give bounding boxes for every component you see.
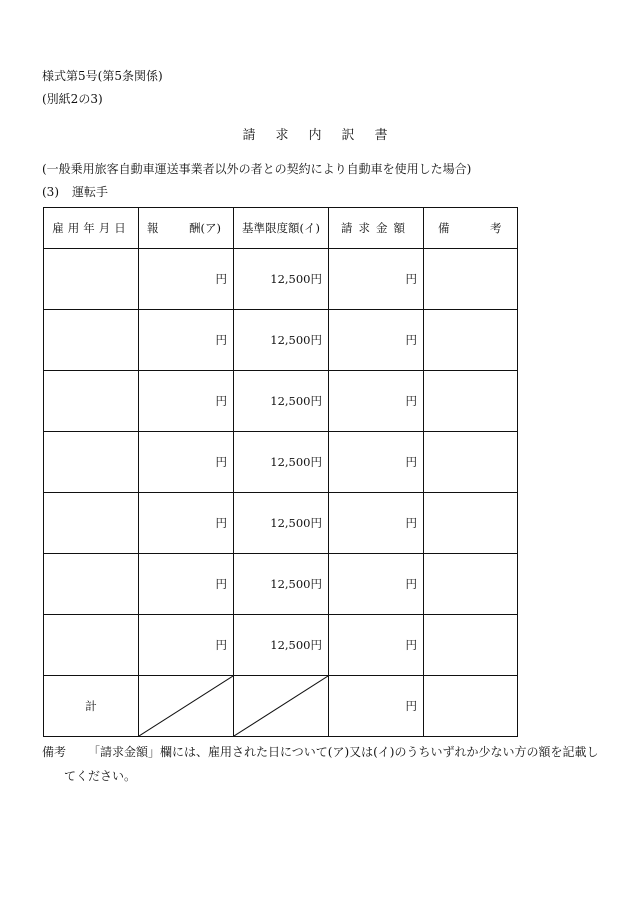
table-row — [44, 371, 518, 432]
cell-amount[interactable]: 円 — [329, 249, 424, 310]
cell-date[interactable] — [44, 310, 139, 371]
header-pay-label: 報 — [147, 221, 159, 235]
cell-date[interactable] — [44, 249, 139, 310]
section-label: 運転手 — [72, 185, 109, 199]
cell-limit: 12,500円 — [234, 371, 329, 432]
cell-remarks[interactable] — [424, 615, 518, 676]
cell-pay[interactable]: 円 — [139, 432, 234, 493]
cell-limit: 12,500円 — [234, 432, 329, 493]
cell-amount[interactable]: 円 — [329, 493, 424, 554]
note-line-1 — [42, 743, 599, 760]
cell-remarks[interactable] — [424, 493, 518, 554]
cell-remarks[interactable] — [424, 249, 518, 310]
table-row — [44, 432, 518, 493]
cell-amount[interactable]: 円 — [329, 432, 424, 493]
table-row — [44, 554, 518, 615]
table-row — [44, 249, 518, 310]
cell-date[interactable] — [44, 493, 139, 554]
form-number: 様式第5号(第5条関係) — [42, 69, 163, 83]
cell-remarks[interactable] — [424, 554, 518, 615]
cell-pay[interactable]: 円 — [139, 493, 234, 554]
total-amount[interactable]: 円 — [329, 676, 424, 737]
cell-limit: 12,500円 — [234, 554, 329, 615]
header-remarks-b: 考 — [490, 221, 502, 235]
cell-pay[interactable]: 円 — [139, 554, 234, 615]
total-label: 計 — [44, 676, 139, 737]
header-pay — [139, 208, 234, 249]
header-claim-amount: 請求金額 — [329, 208, 424, 249]
table-row — [44, 493, 518, 554]
cell-limit: 12,500円 — [234, 493, 329, 554]
cell-amount[interactable]: 円 — [329, 554, 424, 615]
cell-date[interactable] — [44, 371, 139, 432]
section-heading — [42, 183, 108, 200]
cell-limit: 12,500円 — [234, 615, 329, 676]
cell-pay[interactable]: 円 — [139, 249, 234, 310]
cell-remarks[interactable] — [424, 371, 518, 432]
note-label: 備考 — [42, 745, 67, 759]
section-number: (3) — [42, 185, 59, 199]
total-row — [44, 676, 518, 737]
diagonal-line — [139, 676, 233, 736]
cell-amount[interactable]: 円 — [329, 371, 424, 432]
form-subtitle: (一般乗用旅客自動車運送事業者以外の者との契約により自動車を使用した場合) — [42, 162, 472, 176]
cell-date[interactable] — [44, 432, 139, 493]
cell-amount[interactable]: 円 — [329, 615, 424, 676]
cell-limit: 12,500円 — [234, 310, 329, 371]
total-remarks[interactable] — [424, 676, 518, 737]
total-pay-crossed-cell — [139, 676, 234, 737]
cell-pay[interactable]: 円 — [139, 371, 234, 432]
breakdown-table — [43, 207, 518, 737]
table-row — [44, 615, 518, 676]
header-remarks — [424, 208, 518, 249]
note-text-1: 「請求金額」欄には、雇用された日について(ア)又は(イ)のうちいずれか少ない方の額を記載し — [88, 745, 599, 759]
cell-pay[interactable]: 円 — [139, 310, 234, 371]
diagonal-line — [234, 676, 328, 736]
header-remarks-a: 備 — [438, 221, 450, 235]
cell-limit: 12,500円 — [234, 249, 329, 310]
note-line-2: てください。 — [64, 769, 137, 783]
table-row — [44, 310, 518, 371]
header-pay-suffix: 酬(ア) — [189, 221, 221, 235]
cell-date[interactable] — [44, 615, 139, 676]
cell-remarks[interactable] — [424, 432, 518, 493]
header-employment-date: 雇用年月日 — [44, 208, 139, 249]
cell-date[interactable] — [44, 554, 139, 615]
cell-amount[interactable]: 円 — [329, 310, 424, 371]
table-header-row — [44, 208, 518, 249]
attachment-label: (別紙2の3) — [42, 92, 103, 106]
header-standard-limit: 基準限度額(イ) — [234, 208, 329, 249]
cell-pay[interactable]: 円 — [139, 615, 234, 676]
cell-remarks[interactable] — [424, 310, 518, 371]
page-title: 請求内訳書 — [242, 128, 408, 143]
total-limit-crossed-cell — [234, 676, 329, 737]
